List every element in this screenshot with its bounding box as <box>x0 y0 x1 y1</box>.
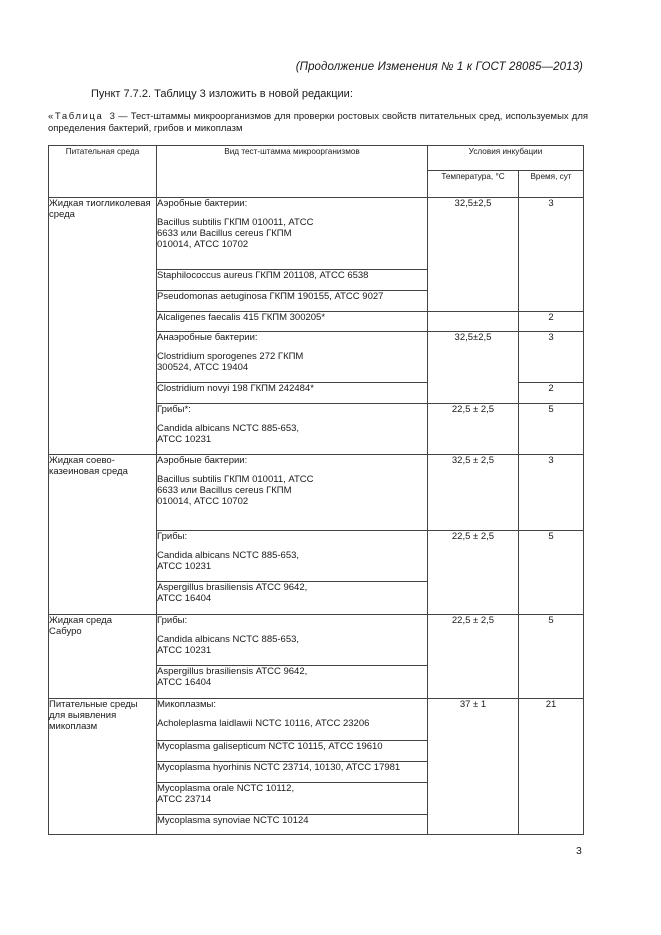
page-number: 3 <box>576 845 582 857</box>
medium-cell: Жидкая соево-казеиновая среда <box>49 455 157 615</box>
header-conditions: Условия инкубации <box>428 146 584 171</box>
strain-name: Aspergillus brasiliensis АТСС 9642, АТСС 16404 <box>157 666 308 688</box>
strain-cell <box>157 198 428 270</box>
time-cell: 21 <box>519 699 584 835</box>
caption-text: — Тест-штаммы микроорганизмов для проверки ростовых свойств питательных сред, используемых для определения бактерий, грибов и микоплазм <box>48 111 589 134</box>
strain-cell <box>157 531 428 582</box>
table-header-row <box>49 146 584 171</box>
strain-name: Candida albicans NCTC 885-653, АТСС 10231 <box>157 550 300 572</box>
strain-cell <box>157 666 428 699</box>
strain-name: Aspergillus brasiliensis АТСС 9642, АТСС 16404 <box>157 582 308 604</box>
temperature-cell: 22,5 ± 2,5 <box>428 531 519 615</box>
strain-cell: Mycoplasma hyorhinis NCTC 23714, 10130, АТСС 17981 <box>157 762 428 783</box>
strain-name: Clostridium sporogenes 272 ГКПМ 300524, АТСС 19404 <box>157 351 304 373</box>
strain-cell <box>157 455 428 531</box>
strain-cell: Pseudomonas aetuginosa ГКПМ 190155, АТСС 9027 <box>157 291 428 312</box>
table-row <box>49 699 584 741</box>
time-cell: 5 <box>519 531 584 615</box>
group-heading: Аэробные бактерии: <box>157 198 248 209</box>
strain-name: Candida albicans NCTC 885-653, АТСС 10231 <box>157 423 300 445</box>
header-strain: Вид тест-штамма микроорганизмов <box>157 146 428 198</box>
table-caption <box>48 111 588 135</box>
strain-cell <box>157 615 428 666</box>
time-cell: 3 <box>519 198 584 312</box>
group-heading: Грибы: <box>157 615 188 626</box>
table-row <box>49 198 584 270</box>
header-medium: Питательная среда <box>49 146 157 198</box>
temperature-cell: 32,5±2,5 <box>428 198 519 312</box>
medium-cell <box>49 699 157 835</box>
temperature-cell: 22,5 ± 2,5 <box>428 615 519 699</box>
intro-paragraph: Пункт 7.7.2. Таблицу 3 изложить в новой редакции: <box>91 88 353 100</box>
temperature-cell: 22,5 ± 2,5 <box>428 404 519 455</box>
strain-cell: Staphilococcus aureus ГКПМ 201108, АТСС 6538 <box>157 270 428 291</box>
strain-cell: Alcaligenes faecalis 415 ГКПМ 300205* <box>157 312 428 332</box>
strain-cell <box>157 699 428 741</box>
strains-table <box>48 145 584 835</box>
strain-name: Mycoplasma orale NCTC 10112, АТСС 23714 <box>157 783 295 805</box>
group-heading: Грибы*: <box>157 404 191 415</box>
medium-cell: Жидкая тиогликолевая среда <box>49 198 157 455</box>
temperature-cell: 32,5 ± 2,5 <box>428 455 519 531</box>
strain-cell <box>157 404 428 455</box>
group-heading: Аэробные бактерии: <box>157 455 248 466</box>
time-cell: 5 <box>519 404 584 455</box>
time-cell: 5 <box>519 615 584 699</box>
temperature-cell: 32,5±2,5 <box>428 332 519 404</box>
strain-cell: Mycoplasma galisepticum NCTC 10115, АТСС 19610 <box>157 741 428 762</box>
medium-cell <box>49 615 157 699</box>
strain-name: Bacillus subtilis ГКПМ 010011, АТСС 6633 или Bacillus cereus ГКПМ 010014, АТСС 10702 <box>157 474 314 507</box>
strain-cell: Mycoplasma synoviae NCTC 10124 <box>157 815 428 835</box>
temperature-cell <box>428 312 519 332</box>
time-cell: 3 <box>519 455 584 531</box>
document-header: (Продолжение Изменения № 1 к ГОСТ 28085—2013) <box>295 61 583 73</box>
header-time: Время, сут <box>519 171 584 198</box>
time-cell: 2 <box>519 383 584 404</box>
table-row <box>49 615 584 666</box>
table-row <box>49 455 584 531</box>
caption-prefix: «Таблица <box>48 111 104 122</box>
group-heading: Микоплазмы: <box>157 699 216 710</box>
caption-number: 3 <box>109 111 115 122</box>
strain-name: Bacillus subtilis ГКПМ 010011, АТСС 6633 или Bacillus cereus ГКПМ 010014, АТСС 10702 <box>157 217 314 250</box>
strain-cell <box>157 332 428 383</box>
time-cell: 3 <box>519 332 584 383</box>
strain-cell: Clostridium novyi 198 ГКПМ 242484* <box>157 383 428 404</box>
strain-name: Acholeplasma laidlawii NCTC 10116, АТСС 23206 <box>157 718 370 729</box>
strain-cell <box>157 783 428 815</box>
strain-name: Candida albicans NCTC 885-653, АТСС 10231 <box>157 634 300 656</box>
medium-name: Жидкая среда Сабуро <box>49 615 112 637</box>
group-heading: Анаэробные бактерии: <box>157 332 258 343</box>
temperature-cell: 37 ± 1 <box>428 699 519 835</box>
header-temperature: Температура, °С <box>428 171 519 198</box>
group-heading: Грибы: <box>157 531 188 542</box>
medium-name: Питательные среды для выявления микоплазм <box>49 699 138 732</box>
time-cell: 2 <box>519 312 584 332</box>
strain-cell <box>157 582 428 615</box>
